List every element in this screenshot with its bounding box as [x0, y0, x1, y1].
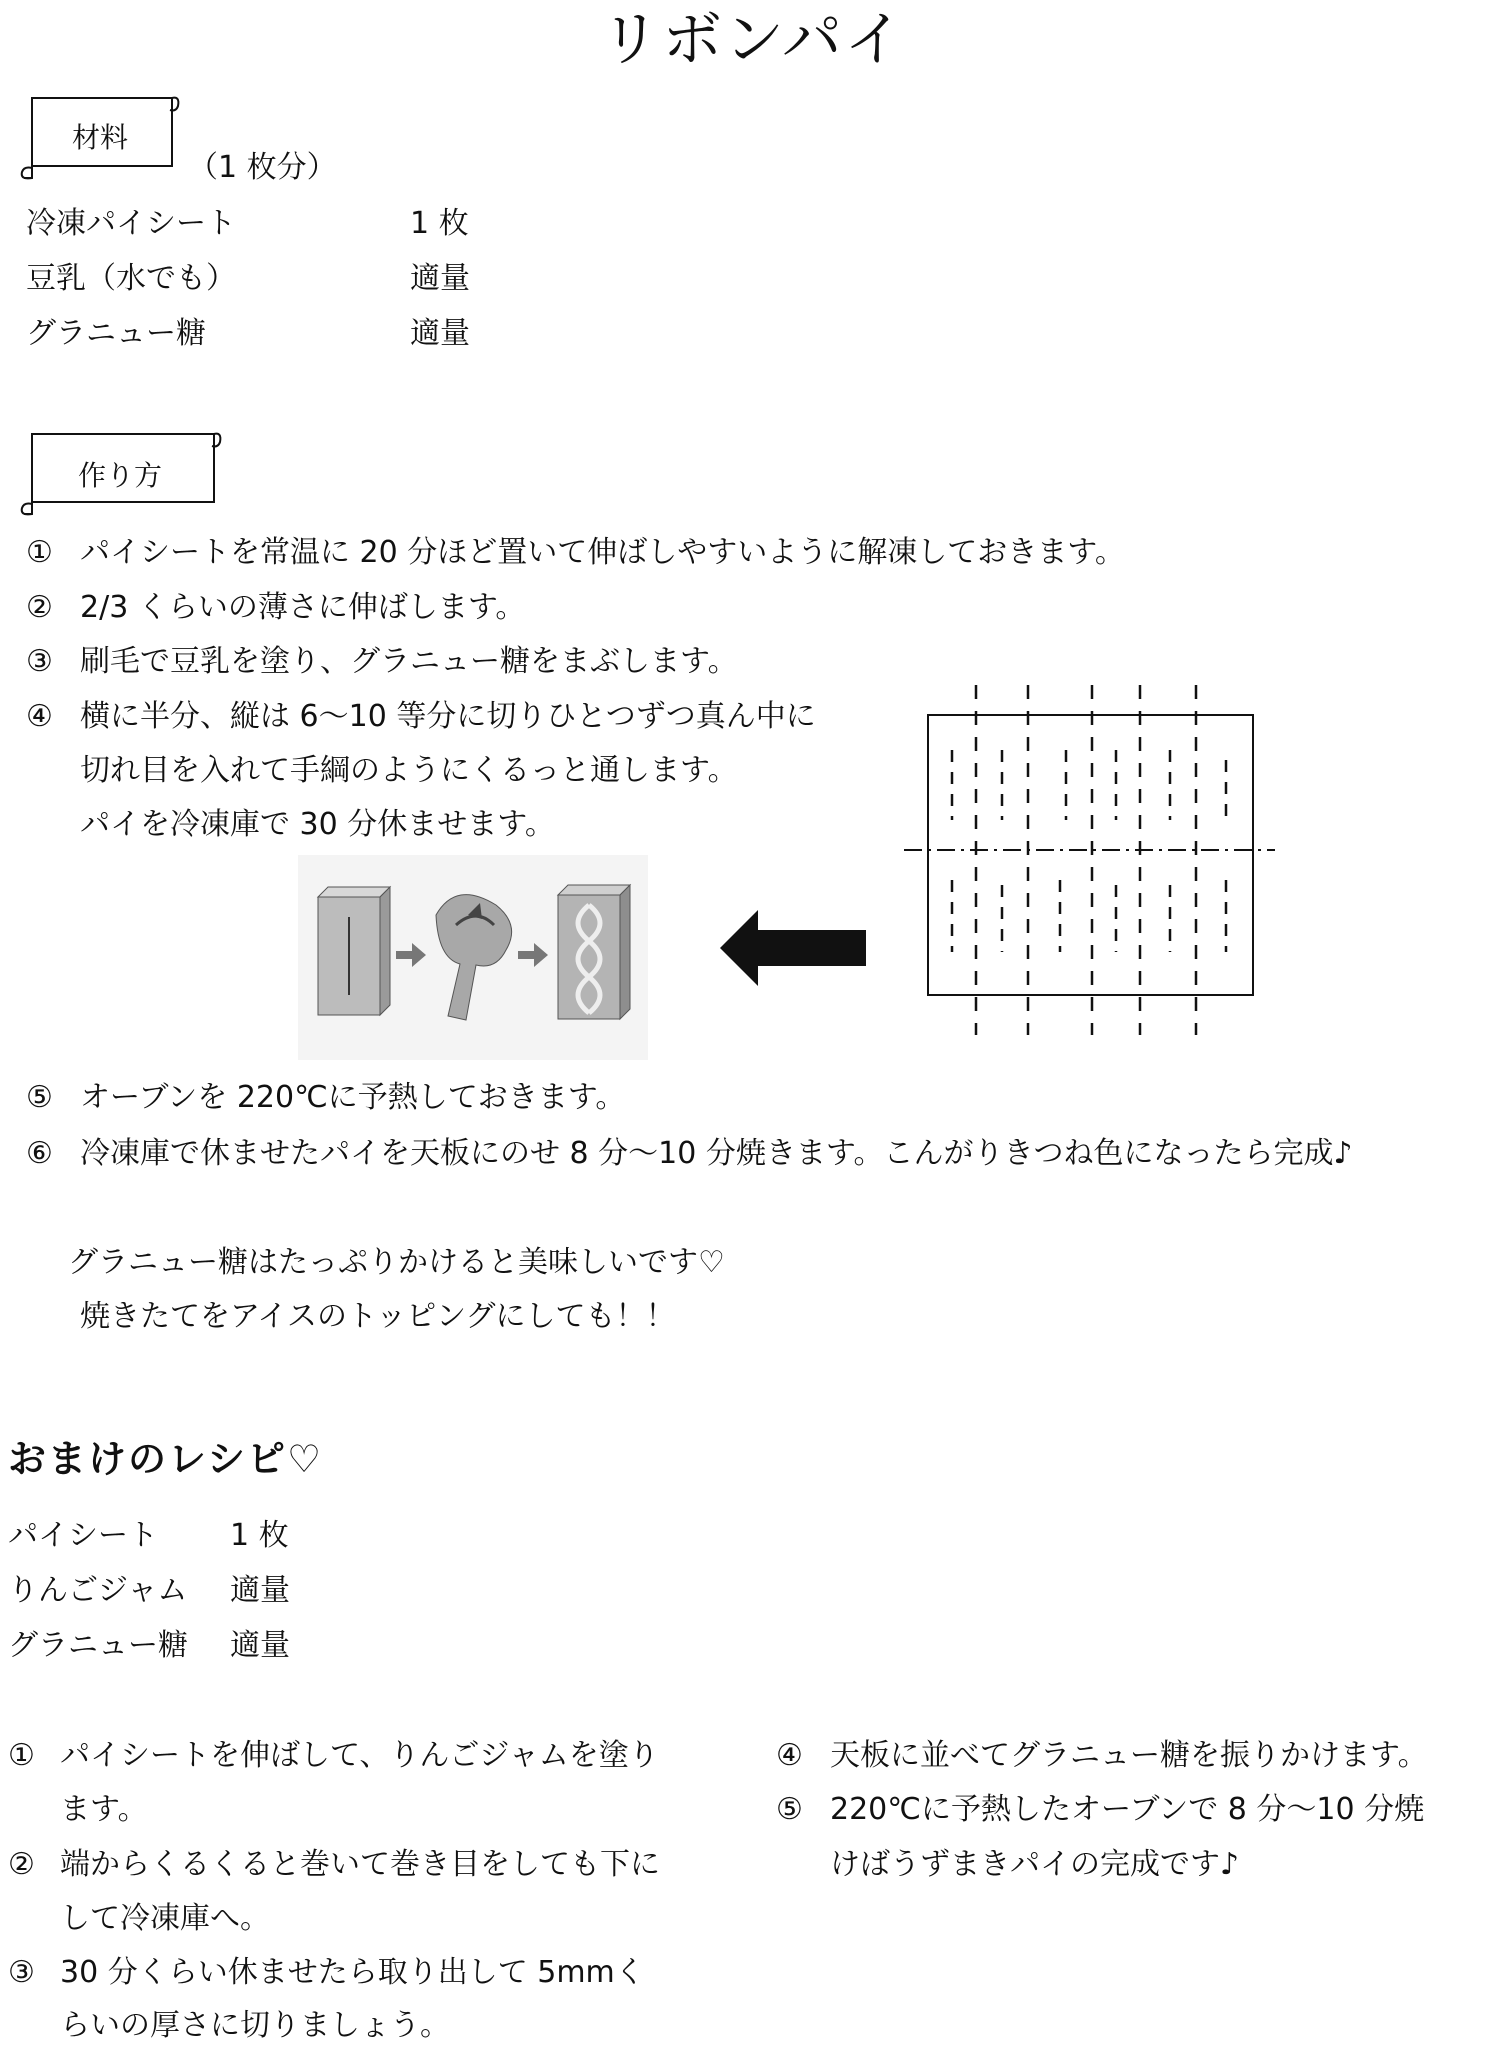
ribbon-twist-illustration — [298, 855, 648, 1060]
step-text: 2/3 くらいの薄さに伸ばします。 — [80, 590, 526, 625]
method-label: 作り方 — [78, 459, 163, 492]
big-left-arrow-icon — [720, 910, 870, 986]
ingredient-amount: 適量 — [410, 316, 470, 351]
bonus-step-text: 端からくるくると巻いて巻き目をしても下に — [60, 1847, 660, 1882]
step-text: オーブンを 220℃に予熱しておきます。 — [80, 1080, 626, 1115]
bonus-ingredient-amount: 適量 — [230, 1628, 290, 1663]
bonus-step-number: ② — [8, 1847, 35, 1882]
bonus-step-text: して冷凍庫へ。 — [60, 1901, 270, 1936]
cutting-diagram — [900, 680, 1280, 1040]
note-text: グラニュー糖はたっぷりかけると美味しいです♡ — [68, 1245, 725, 1280]
bonus-step-number: ⑤ — [776, 1792, 803, 1827]
bonus-step-text: 220℃に予熱したオーブンで 8 分～10 分焼 — [830, 1792, 1425, 1827]
step-text: 冷凍庫で休ませたパイを天板にのせ 8 分～10 分焼きます。こんがりきつね色になったら完成♪ — [80, 1136, 1353, 1171]
slit-pastry-icon — [318, 887, 390, 1015]
step-text: パイシートを常温に 20 分ほど置いて伸ばしやすいように解凍しておきます。 — [80, 535, 1125, 570]
ingredient-name: 豆乳（水でも） — [26, 261, 236, 296]
bonus-step-number: ① — [8, 1738, 35, 1773]
bonus-ingredient-amount: 1 枚 — [230, 1518, 289, 1553]
step-number: ④ — [26, 699, 53, 734]
ingredients-label: 材料 — [72, 121, 129, 154]
step-text: 横に半分、縦は 6～10 等分に切りひとつずつ真ん中に — [80, 699, 816, 734]
ingredient-name: 冷凍パイシート — [26, 206, 236, 241]
step-number: ① — [26, 535, 53, 570]
bonus-recipe-heading: おまけのレシピ♡ — [8, 1437, 324, 1481]
bonus-ingredient-name: りんごジャム — [8, 1573, 188, 1608]
bonus-step-number: ④ — [776, 1738, 803, 1773]
braided-pastry-icon — [558, 885, 630, 1019]
step-number: ⑤ — [26, 1080, 53, 1115]
page-title: リボンパイ — [600, 5, 906, 75]
bonus-ingredient-name: パイシート — [8, 1518, 158, 1553]
step-number: ⑥ — [26, 1136, 53, 1171]
step-text: 刷毛で豆乳を塗り、グラニュー糖をまぶします。 — [80, 644, 738, 679]
ingredient-name: グラニュー糖 — [26, 316, 206, 351]
bonus-step-text: 30 分くらい休ませたら取り出して 5mmく — [60, 1955, 645, 1990]
ingredient-amount: 1 枚 — [410, 206, 469, 241]
step-text: 切れ目を入れて手綱のようにくるっと通します。 — [80, 753, 738, 788]
bonus-step-text: ます。 — [60, 1792, 148, 1827]
bonus-step-text: パイシートを伸ばして、りんごジャムを塗り — [60, 1738, 659, 1773]
bonus-ingredient-name: グラニュー糖 — [8, 1628, 188, 1663]
step-number: ② — [26, 590, 53, 625]
bonus-step-number: ③ — [8, 1955, 35, 1990]
bonus-step-text: けばうずまきパイの完成です♪ — [830, 1847, 1240, 1882]
bonus-step-text: 天板に並べてグラニュー糖を振りかけます。 — [830, 1738, 1428, 1773]
ingredient-amount: 適量 — [410, 261, 470, 296]
bonus-ingredient-amount: 適量 — [230, 1573, 290, 1608]
serving-size: （1 枚分） — [188, 150, 337, 185]
note-text: 焼きたてをアイスのトッピングにしても！！ — [80, 1299, 676, 1334]
step-text: パイを冷凍庫で 30 分休ませます。 — [80, 807, 555, 842]
step-number: ③ — [26, 644, 53, 679]
bonus-step-text: らいの厚さに切りましょう。 — [60, 2008, 450, 2043]
